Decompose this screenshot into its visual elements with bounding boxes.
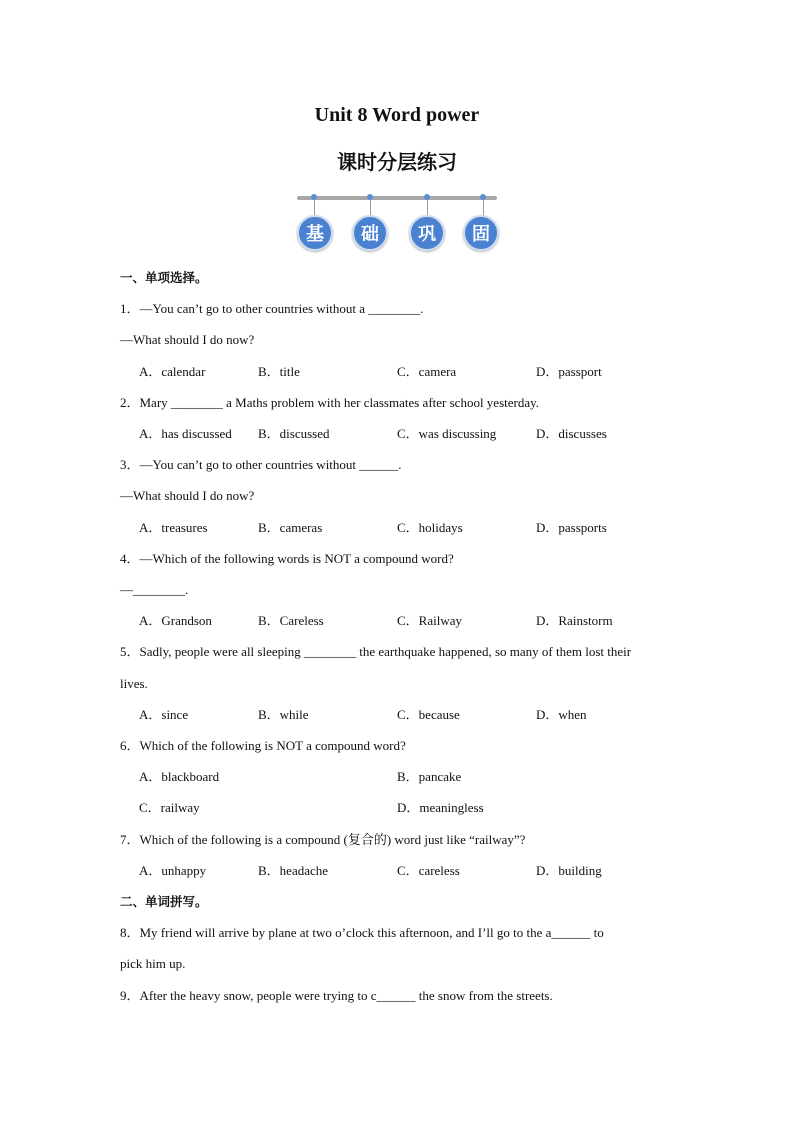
question-7-option-c: C．careless [397,863,460,878]
question-3-option-d: D．passports [536,520,607,535]
question-4-option-b: B．Careless [258,613,324,628]
question-8-stem: 8．My friend will arrive by plane at two o’clock this afternoon, and I’ll go to the a______ to [120,925,604,940]
question-7-option-d: D．building [536,863,602,878]
question-6-option-a: A．blackboard [139,769,220,784]
question-3-stem: 3．—You can’t go to other countries without ______. [120,457,402,472]
banner-bar [297,196,497,200]
page-title: Unit 8 Word power [314,104,480,126]
question-7-stem: 7．Which of the following is a compound (复合的) word just like “railway”? [120,832,526,847]
banner-char-4: 固 [463,215,499,251]
question-9-stem: 9．After the heavy snow, people were trying to c______ the snow from the streets. [120,988,553,1003]
question-4-option-c: C．Railway [397,613,462,628]
question-4-stem: 4．—Which of the following words is NOT a compound word? [120,551,454,566]
question-5-option-a: A．since [139,707,189,722]
question-8-stem-continued: pick him up. [120,956,186,971]
question-4-reply: —________. [120,582,189,597]
question-1-stem: 1．—You can’t go to other countries without a ________. [120,301,424,316]
question-2-option-b: B．discussed [258,426,330,441]
question-3-reply: —What should I do now? [120,488,255,503]
question-4-option-a: A．Grandson [139,613,212,628]
banner-stem [314,200,315,216]
question-2-option-c: C．was discussing [397,426,497,441]
question-5-option-d: D．when [536,707,587,722]
question-2-option-d: D．discusses [536,426,607,441]
question-5-option-c: C．because [397,707,460,722]
banner-stem [427,200,428,216]
question-5-stem: 5．Sadly, people were all sleeping ________ the earthquake happened, so many of them lost their [120,644,632,659]
banner-char-2: 础 [352,215,388,251]
banner-char-3: 巩 [409,215,445,251]
question-5-stem-continued: lives. [120,676,148,691]
question-3-option-c: C．holidays [397,520,463,535]
question-2-stem: 2．Mary ________ a Maths problem with her classmates after school yesterday. [120,395,540,410]
question-7-option-a: A．unhappy [139,863,207,878]
question-7-option-b: B．headache [258,863,329,878]
question-1-option-c: C．camera [397,364,457,379]
question-1-option-a: A．calendar [139,364,206,379]
question-3-option-b: B．cameras [258,520,323,535]
question-2-option-a: A．has discussed [139,426,232,441]
question-6-stem: 6．Which of the following is NOT a compound word? [120,738,406,753]
question-6-option-d: D．meaningless [397,800,484,815]
page-subtitle: 课时分层练习 [337,150,457,174]
section-heading-choice: 一、单项选择。 [120,270,208,285]
section-banner [297,193,501,255]
section-heading-spelling: 二、单词拼写。 [120,894,208,909]
question-6-option-c: C．railway [139,800,200,815]
banner-stem [370,200,371,216]
question-3-option-a: A．treasures [139,520,208,535]
question-5-option-b: B．while [258,707,309,722]
question-1-option-b: B．title [258,364,300,379]
banner-char-1: 基 [297,215,333,251]
banner-stem [483,200,484,216]
question-1-reply: —What should I do now? [120,332,255,347]
question-1-option-d: D．passport [536,364,602,379]
question-6-option-b: B．pancake [397,769,462,784]
question-4-option-d: D．Rainstorm [536,613,613,628]
